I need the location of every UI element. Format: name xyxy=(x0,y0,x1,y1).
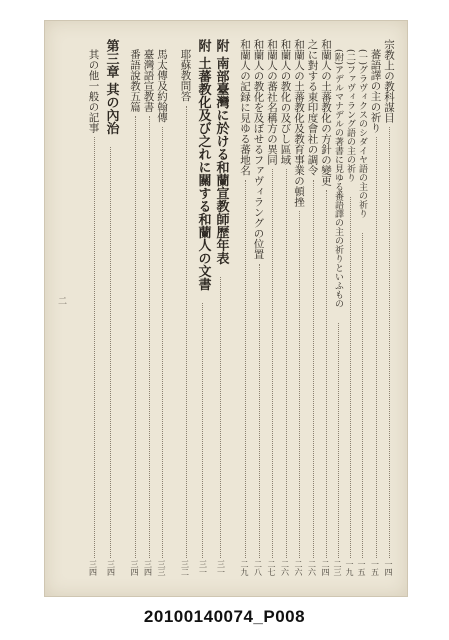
toc-entry-page: 二三 xyxy=(333,560,342,576)
toc-entry xyxy=(100,39,118,576)
toc-entry-title: 第三章 其の內治 xyxy=(103,39,119,135)
toc-entry xyxy=(155,39,169,576)
toc-entry-page: 三一 xyxy=(198,560,208,576)
toc-entry xyxy=(332,39,344,576)
toc-entry-page: 三二 xyxy=(180,560,190,576)
toc-entry-page: 二六 xyxy=(280,560,290,576)
dotted-leader xyxy=(93,137,95,558)
toc-entry-page: 一九 xyxy=(345,560,354,576)
toc-entry xyxy=(265,39,279,576)
toc-entry-page: 三四 xyxy=(143,560,153,576)
toc-entry-page: 三四 xyxy=(106,560,116,576)
dotted-leader xyxy=(325,190,327,558)
toc-entry-title: (一)グラヴィクスのシダイヤ語の主の祈り xyxy=(357,49,367,219)
toc-entry xyxy=(210,39,228,576)
toc-entry-page: 二六 xyxy=(294,560,303,576)
toc-entry-page: 一五 xyxy=(357,560,366,576)
toc-entry xyxy=(382,39,396,576)
toc-entry xyxy=(168,39,178,576)
toc-entry xyxy=(356,39,368,576)
toc-entry-title: 臺灣語宣教書 xyxy=(142,49,155,112)
toc-entry xyxy=(251,39,265,576)
toc-entry-title: 和蘭人の土蕃教化及教育事業の頓挫 xyxy=(293,39,305,207)
dotted-leader xyxy=(219,277,221,558)
dotted-leader xyxy=(161,127,163,559)
toc-entry xyxy=(128,39,142,576)
toc-entry-title: 和蘭人の記録に見ゆる蕃地名 xyxy=(239,39,251,176)
toc-entry xyxy=(228,39,238,576)
page-number: 二 xyxy=(56,296,66,305)
toc-entry-title: 和蘭人の土蕃教化の方針の變更 xyxy=(320,39,332,186)
toc-entry-page: 三四 xyxy=(130,560,139,576)
dotted-leader xyxy=(285,169,287,558)
dotted-leader xyxy=(201,303,203,558)
toc-entry-page: 二九 xyxy=(240,560,249,576)
dotted-leader xyxy=(337,323,339,558)
toc-entry-title: 和蘭人の教化を及ぼせるファヴィラングの位置 xyxy=(252,39,265,260)
dotted-leader xyxy=(375,137,377,558)
toc-entry-page: 二四 xyxy=(321,560,330,576)
toc-entry-page: 一四 xyxy=(384,560,393,576)
toc-entry-page: 二七 xyxy=(267,560,276,576)
toc-entry-page: 三四 xyxy=(88,560,98,576)
toc-entry-title: 宗教上の教科謀目 xyxy=(383,39,395,123)
toc-entry xyxy=(292,39,306,576)
toc-entry-page: 三三 xyxy=(157,560,166,576)
dotted-leader xyxy=(298,211,300,558)
toc-entry-title: (附)アデルマナデルの著書に見ゆる番語譯の主の祈りといふもの xyxy=(333,49,343,309)
dotted-leader xyxy=(361,233,363,558)
toc-entry xyxy=(305,39,319,576)
toc-entry xyxy=(368,39,382,576)
toc-entry-page: 二六 xyxy=(307,560,317,576)
dotted-leader xyxy=(244,180,246,559)
toc-entry-title: 和蘭人の教化の及びし區域 xyxy=(279,39,292,165)
toc-entry xyxy=(344,39,356,576)
toc-entry-title: 和蘭人の蕃社名稱方の異同 xyxy=(266,39,278,165)
table-of-contents xyxy=(86,39,395,576)
toc-entry-title: (二)ファヴィラング語の主の祈り xyxy=(345,49,355,183)
toc-entry-title: 馬太傳及約翰傳 xyxy=(156,49,168,123)
dotted-leader xyxy=(349,197,351,558)
toc-entry-title: 附 南部臺灣に於ける和蘭宣教師歷年表 xyxy=(213,39,229,265)
book-page xyxy=(44,20,408,597)
toc-entry-page: 一五 xyxy=(370,560,380,576)
toc-entry xyxy=(178,39,192,576)
toc-entry-title: 蕃語譯の主の祈り xyxy=(369,49,382,133)
toc-entry xyxy=(141,39,155,576)
dotted-leader xyxy=(312,180,314,559)
toc-entry-page: 二八 xyxy=(253,560,263,576)
dotted-leader xyxy=(109,147,111,558)
toc-entry xyxy=(86,39,100,576)
toc-entry xyxy=(192,39,210,576)
dotted-leader xyxy=(185,106,187,559)
toc-entry-title: 之に對する東印度會社の調令 xyxy=(306,39,319,176)
toc-entry xyxy=(238,39,252,576)
toc-entry xyxy=(319,39,333,576)
dotted-leader xyxy=(388,127,390,558)
toc-entry-title: 其の他一般の記事 xyxy=(87,49,100,133)
dotted-leader xyxy=(258,264,260,559)
toc-entry-page: 三一 xyxy=(216,560,226,576)
toc-entry-title: 耶蘇教問答 xyxy=(179,49,192,102)
dotted-leader xyxy=(134,116,136,558)
toc-entry-title: 番語說教五篇 xyxy=(129,49,141,112)
image-id-caption: 20100140074_P008 xyxy=(143,607,306,626)
dotted-leader xyxy=(271,169,273,558)
toc-entry-title: 附 土蕃教化及び之れに關する和蘭人の文書 xyxy=(195,39,211,291)
dotted-leader xyxy=(148,116,150,558)
toc-entry xyxy=(278,39,292,576)
toc-entry xyxy=(118,39,128,576)
